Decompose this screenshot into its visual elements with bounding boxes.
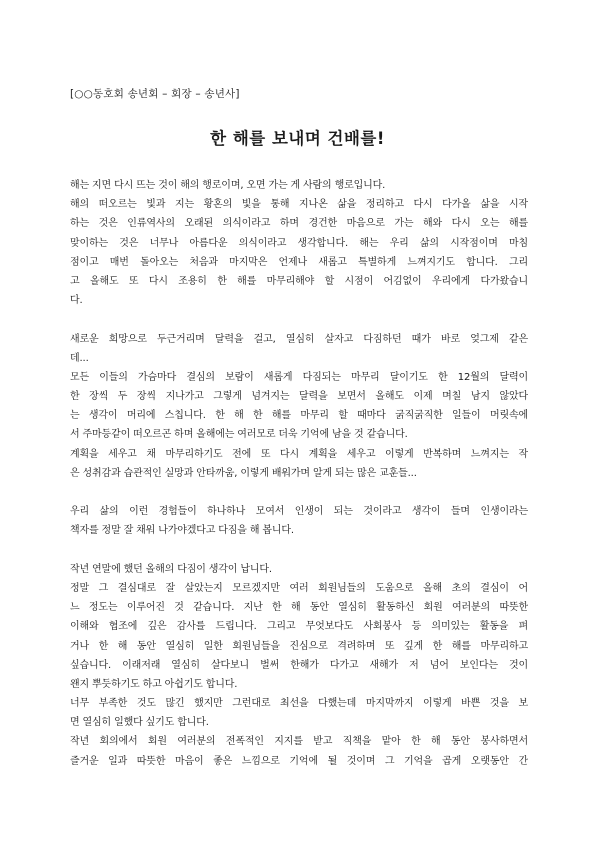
text-line: 해의 떠오르는 빛과 지는 황혼의 빛을 통해 지나온 삶을 정리하고 다시 다가올 삶을 시작 (70, 199, 528, 211)
text-line: 맞이하는 것은 너무나 아름다운 의식이라고 생각합니다. 해는 우리 삶의 시작점이며 마침 (70, 237, 528, 249)
text-line: 거나 한 해 동안 열심히 일한 회원님들을 진심으로 격려하며 또 깊게 한 해를 마무리하고 (70, 640, 528, 652)
text-line: 계획을 세우고 채 마무리하기도 전에 또 다시 계획을 세우고 이렇게 반복하며 느껴지는 작 (70, 448, 528, 460)
text-line: 정말 그 결심대로 잘 살았는지 모르겠지만 여러 회원님들의 도움으로 올해 초의 결심이 어 (70, 582, 528, 594)
text-line: 왠지 뿌듯하기도 하고 아쉽기도 합니다. (70, 678, 238, 690)
speech-title: 한 해를 보내며 건배를! (210, 129, 385, 148)
paragraph-gap (70, 483, 528, 502)
text-line: 이해와 협조에 깊은 감사를 드립니다. 그리고 무엇보다도 사회봉사 등 의미있는 활동을 펴 (70, 621, 528, 633)
text-line: 데... (70, 352, 89, 364)
event-header-tag: [○○동호회 송년회 – 회장 – 송년사] (70, 88, 240, 100)
text-line: 너무 부족한 것도 많긴 했지만 그런대로 최선을 다했는데 마지막까지 이렇게 바쁜 것을 보 (70, 698, 528, 710)
text-line: 즐거운 일과 따뜻한 마음이 좋은 느낌으로 기억에 될 것이며 그 기억을 곱게 오랫동안 간 (70, 755, 528, 767)
text-line: 은 성취감과 습관적인 실망과 안타까움, 이렇게 배워가며 알게 되는 많은 교훈들... (70, 467, 417, 479)
text-line: 책자를 정말 잘 채워 나가야겠다고 다짐을 해 봅니다. (70, 525, 294, 537)
paragraph-gap (70, 310, 528, 329)
text-line: 해는 지면 다시 뜨는 것이 해의 행로이며, 오면 가는 게 사람의 행로입니다. (70, 180, 386, 191)
text-line: 새로운 희망으로 두근거리며 달력을 걸고, 열심히 살자고 다짐하던 때가 바로 엊그제 같은 (70, 333, 528, 345)
text-line: 싶습니다. 이래저래 열심히 살다보니 벌써 한해가 다가고 새해가 저 넘어 보인다는 것이 (70, 659, 528, 671)
text-line: 하는 것은 인류역사의 오래된 의식이라고 하며 경건한 마음으로 가는 해와 다시 오는 해를 (70, 218, 528, 230)
text-line: 다. (70, 295, 83, 307)
text-line: 작년 회의에서 회원 여러분의 전폭적인 지지를 받고 직책을 맡아 한 해 동안 봉사하면서 (70, 736, 528, 748)
text-line: 느 정도는 이루어진 것 같습니다. 지난 한 해 동안 열심히 활동하신 회원 여러분의 따뜻한 (70, 602, 528, 614)
text-line: 모든 이들의 가슴마다 결심의 보람이 새롭게 다짐되는 마무리 달이기도 한 12월의 달력이 (70, 371, 528, 383)
text-line: 한 장씩 두 장씩 지나가고 그렇게 넘겨지는 달력을 보면서 올해도 이제 며칠 남지 않았다 (70, 391, 528, 403)
text-line: 면 열심히 일했다 싶기도 합니다. (70, 717, 209, 729)
text-line: 우리 삶의 이런 경험들이 하나하나 모여서 인생이 되는 것이라고 생각이 들며 인생이라는 (70, 506, 528, 518)
text-line: 는 생각이 머리에 스칩니다. 한 해 한 해를 마무리 할 때마다 굵직굵직한 일들이 머릿속에 (70, 410, 528, 422)
speech-body (70, 176, 528, 771)
text-line: 고 올해도 또 다시 조용히 한 해를 마무리해야 할 시점이 어김없이 우리에게 다가왔습니 (70, 275, 528, 287)
text-line: 점이고 매번 돌아오는 처음과 마지막은 언제나 새롭고 특별하게 느껴지기도 합니다. 그리 (70, 256, 528, 268)
text-line: 작년 연말에 했던 올해의 다짐이 생각이 납니다. (70, 563, 272, 575)
text-line: 서 주마등같이 떠오르곤 하며 올해에는 여러모로 더욱 기억에 남을 것 같습니다. (70, 429, 408, 441)
paragraph-gap (70, 541, 528, 560)
